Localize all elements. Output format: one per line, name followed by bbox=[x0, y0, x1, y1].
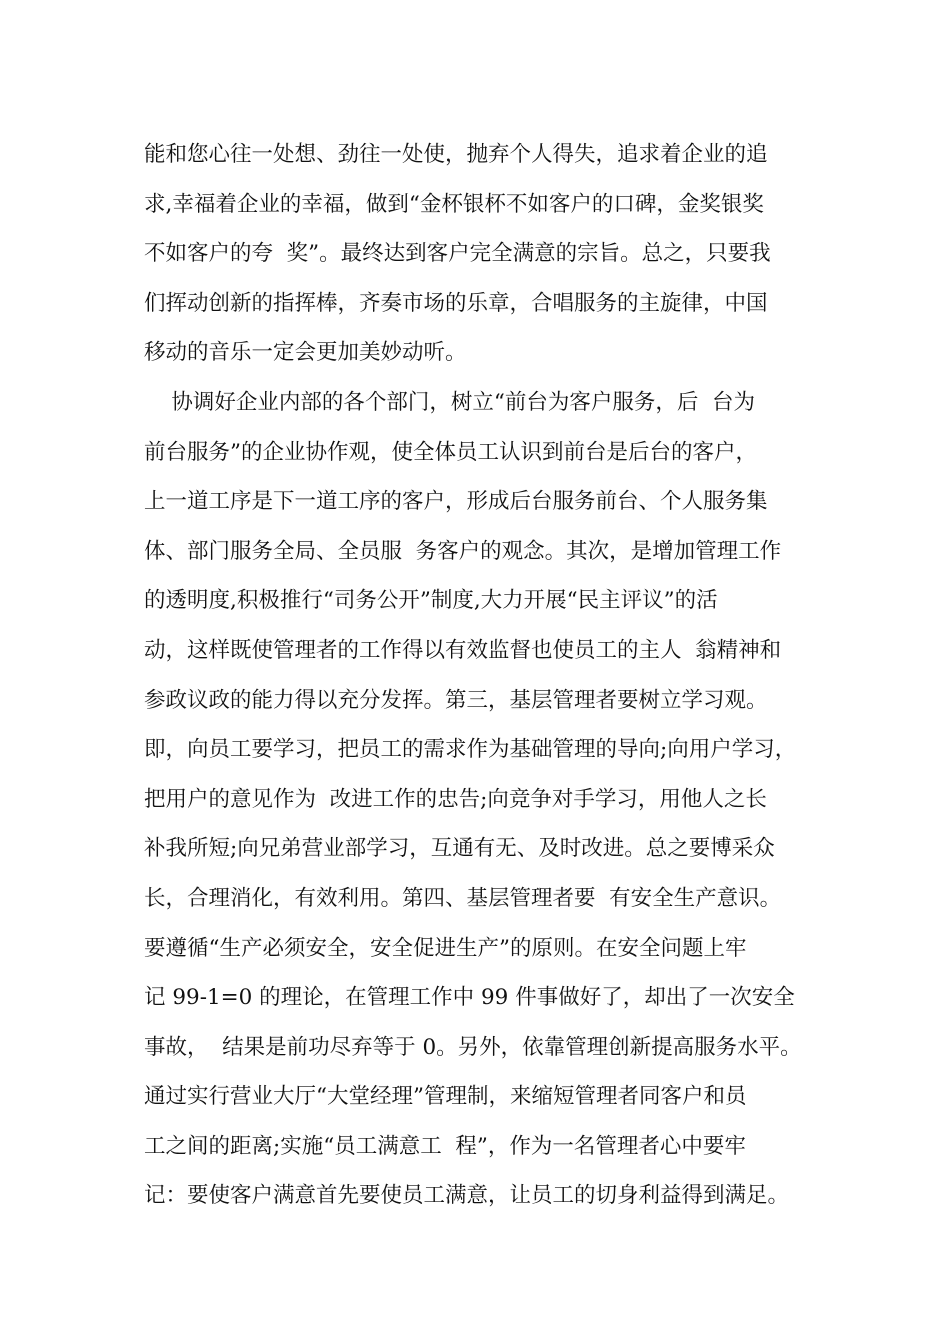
text-line: 不如客户的夸 奖”。最终达到客户完全满意的宗旨。总之，只要我 bbox=[144, 241, 771, 267]
text-line: 记 99-1=0 的理论，在管理工作中 99 件事做好了，却出了一次安全 bbox=[144, 985, 795, 1011]
text-line: 求,幸福着企业的幸福，做到“金杯银杯不如客户的口碑，金奖银奖 bbox=[144, 191, 764, 217]
text-line: 记：要使客户满意首先要使员工满意，让员工的切身利益得到满足。 bbox=[144, 1183, 790, 1209]
text-line: 工之间的距离;实施“员工满意工 程”，作为一名管理者心中要牢 bbox=[144, 1133, 746, 1159]
text-line: 上一道工序是下一道工序的客户，形成后台服务前台、个人服务集 bbox=[144, 489, 768, 515]
text-line: 把用户的意见作为 改进工作的忠告;向竞争对手学习，用他人之长 bbox=[144, 786, 767, 812]
text-line: 前台服务”的企业协作观，使全体员工认识到前台是后台的客户， bbox=[144, 439, 757, 465]
text-line: 能和您心往一处想、劲往一处使，抛弃个人得失，追求着企业的追 bbox=[144, 142, 768, 167]
text-line: 体、部门服务全局、全员服 务客户的观念。其次，是增加管理工作 bbox=[144, 538, 782, 564]
text-line: 通过实行营业大厅“大堂经理”管理制，来缩短管理者同客户和员 bbox=[144, 1084, 747, 1110]
text-line: 要遵循“生产必须安全，安全促进生产”的原则。在安全问题上牢 bbox=[144, 935, 747, 961]
text-line: 补我所短;向兄弟营业部学习，互通有无、及时改进。总之要博采众 bbox=[144, 836, 775, 862]
text-line: 的透明度,积极推行“司务公开”制度,大力开展“民主评议”的活 bbox=[144, 588, 718, 614]
body-text bbox=[144, 130, 824, 1221]
text-line: 移动的音乐一定会更加美妙动听。 bbox=[144, 340, 467, 366]
text-line: 协调好企业内部的各个部门，树立“前台为客户服务，后 台为 bbox=[144, 389, 755, 415]
text-line: 事故， 结果是前功尽弃等于 0。另外，依靠管理创新提高服务水平。 bbox=[144, 1034, 802, 1060]
text-line: 参政议政的能力得以充分发挥。第三，基层管理者要树立学习观。 bbox=[144, 687, 768, 713]
text-line: 们挥动创新的指挥棒，齐奏市场的乐章，合唱服务的主旋律，中国 bbox=[144, 290, 768, 316]
text-line: 动，这样既使管理者的工作得以有效监督也使员工的主人 翁精神和 bbox=[144, 637, 782, 663]
text-line: 即，向员工要学习，把员工的需求作为基础管理的导向;向用户学习， bbox=[144, 737, 797, 763]
text-line: 长，合理消化，有效利用。第四、基层管理者要 有安全生产意识。 bbox=[144, 885, 782, 911]
